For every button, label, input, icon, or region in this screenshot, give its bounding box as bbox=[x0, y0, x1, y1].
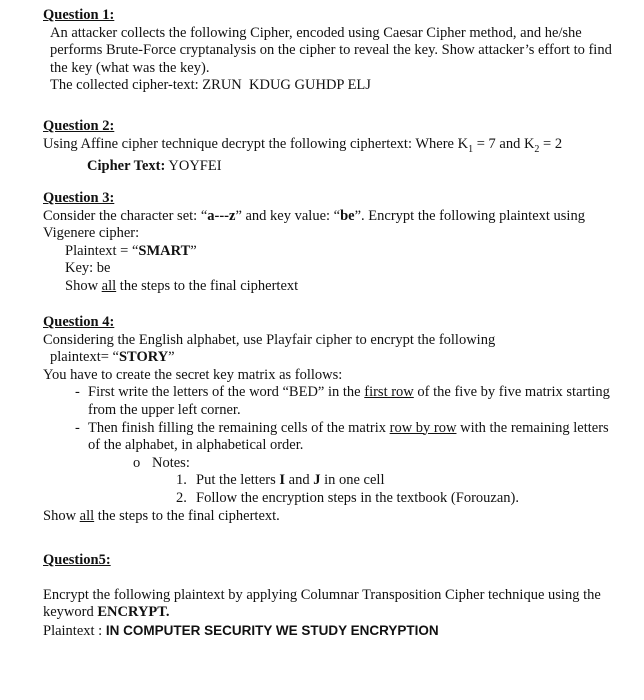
question-1 bbox=[43, 7, 620, 95]
question-1-text: An attacker collects the following Cipher, encoded using Caesar Cipher method, and he/she performs Brute-Force cryptanalysis on the cipher to reveal the key. Show attacker’s effort to find the key (what was the key). bbox=[50, 24, 612, 76]
question-2 bbox=[43, 118, 620, 176]
question-5-title: Question5: bbox=[43, 552, 111, 568]
plaintext-value: STORY bbox=[118, 349, 169, 366]
question-4-plaintext: plaintext= “STORY” bbox=[50, 349, 175, 366]
question-4-steps: Show all the steps to the final ciphertext. bbox=[43, 507, 280, 524]
question-4-title: Question 4: bbox=[43, 314, 115, 330]
question-3-key: Key: be bbox=[65, 260, 111, 277]
question-3-steps: Show all the steps to the final ciphertext bbox=[65, 277, 299, 294]
question-4-note-1: 1. Put the letters I and J in one cell bbox=[176, 472, 385, 489]
plaintext-value: SMART bbox=[138, 242, 191, 259]
bullet-dash: - bbox=[75, 419, 80, 436]
question-4-bullet-1: - First write the letters of the word “BED” in the first row of the five by five matrix starting from the upper left corner. bbox=[75, 384, 610, 418]
cipher-text: YOYFEI bbox=[168, 158, 222, 175]
question-5 bbox=[43, 552, 620, 640]
question-3 bbox=[43, 190, 620, 296]
charset: a---z bbox=[207, 207, 236, 224]
question-4-note-2: 2. Follow the encryption steps in the textbook (Forouzan). bbox=[176, 489, 519, 506]
cipher-label: The collected cipher-text: bbox=[50, 77, 203, 94]
question-1-title: Question 1: bbox=[43, 7, 115, 23]
question-4-bullet-2: - Then finish filling the remaining cells of the matrix row by row with the remaining letters of the alphabet, in alphabetical order. bbox=[75, 419, 609, 454]
plaintext-value: IN COMPUTER SECURITY WE STUDY ENCRYPTION bbox=[105, 622, 439, 638]
question-5-text: Encrypt the following plaintext by applying Columnar Transposition Cipher technique using the keyword ENCRYPT. bbox=[43, 586, 601, 621]
question-4-line1: Considering the English alphabet, use Playfair cipher to encrypt the following bbox=[43, 331, 496, 348]
question-3-text: Consider the character set: “a---z” and key value: “be”. Encrypt the following plaintext using Vigenere cipher: bbox=[43, 207, 585, 242]
question-2-title: Question 2: bbox=[43, 118, 115, 134]
k2-subscript: 2 bbox=[534, 143, 540, 155]
circle-bullet-icon: o bbox=[133, 454, 141, 471]
question-3-title: Question 3: bbox=[43, 190, 115, 206]
keyword: ENCRYPT. bbox=[97, 604, 170, 621]
key-value: be bbox=[340, 207, 355, 224]
question-4-matrix-intro: You have to create the secret key matrix as follows: bbox=[43, 366, 343, 383]
question-3-plaintext: Plaintext = “SMART” bbox=[65, 242, 197, 259]
cipher-text: ZRUN KDUG GUHDP ELJ bbox=[202, 77, 371, 94]
question-4-notes: o Notes: bbox=[133, 454, 190, 471]
question-2-cipher-line bbox=[43, 158, 620, 176]
question-1-cipher-line bbox=[43, 77, 620, 95]
question-2-text: Using Affine cipher technique decrypt the following ciphertext: Where $K_1 = 7$ and $K_2 = 2$ bbox=[43, 135, 563, 155]
bullet-dash: - bbox=[75, 384, 80, 401]
question-5-plaintext: Plaintext : IN COMPUTER SECURITY WE STUDY ENCRYPTION bbox=[43, 622, 439, 639]
cipher-text-label: Cipher Text: bbox=[87, 158, 166, 175]
question-4 bbox=[43, 314, 620, 525]
k1-subscript: 1 bbox=[468, 143, 474, 155]
